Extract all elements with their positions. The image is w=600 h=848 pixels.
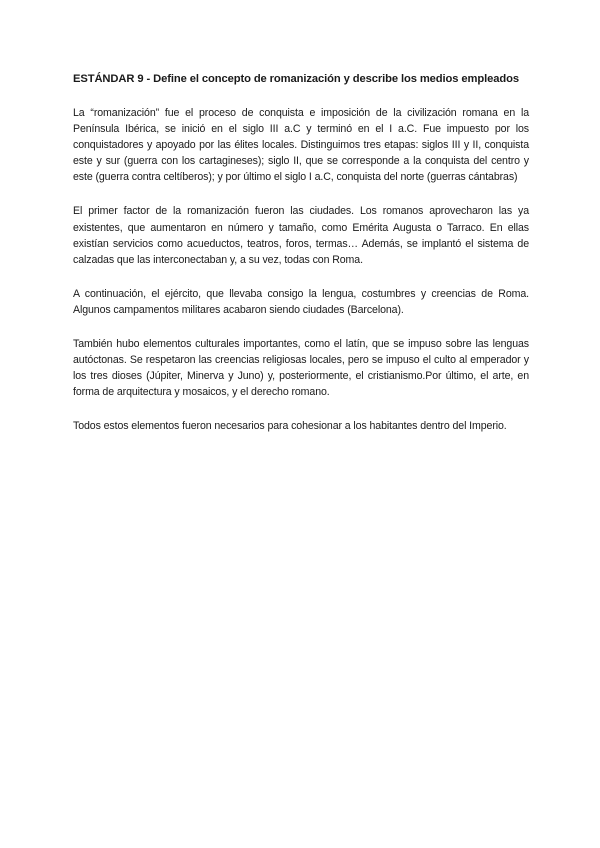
document-page [73,72,529,453]
paragraph-conclusion: Todos estos elementos fueron necesarios para cohesionar a los habitantes dentro del Imperio. [73,420,507,433]
paragraph-ejercito: A continuación, el ejército, que llevaba consigo la lengua, costumbres y creencias de Roma. Algunos campamentos militares acabaron siendo ciudades (Barcelona). [73,287,529,316]
document-title [73,72,529,87]
standard-label: ESTÁNDAR 9 - [73,73,154,85]
paragraph-ciudades: El primer factor de la romanización fueron las ciudades. Los romanos aprovecharon las ya existentes, que aumentaron en número y tamaño, como Emérita Augusta o Tarraco. En ellas existían servicios como acueductos, teatros, foros, termas… Además, se implantó el sistema de calzadas que las interconectaban y, a su vez, todas con Roma. [73,205,529,266]
paragraph-romanizacion: La “romanización” fue el proceso de conquista e imposición de la civilización romana en la Península Ibérica, se inició en el siglo III a.C y terminó en el I a.C. Fue impuesto por los conquistadores y apoyado por las élites locales. Distinguimos tres etapas: siglos III y II, conquista este y sur (guerra con los cartagineses); siglo II, que se corresponde a la conquista del centro y este (guerra contra celtíberos); y por último el siglo I a.C, conquista del norte (guerras cántabras) [73,107,529,184]
title-text: Define el concepto de romanización y describe los medios empleados [153,73,519,85]
paragraph-elementos-culturales: También hubo elementos culturales importantes, como el latín, que se impuso sobre las lenguas autóctonas. Se respetaron las creencias religiosas locales, pero se impuso el culto al emperador y los tres dioses (Júpiter, Minerva y Juno) y, posteriormente, el cristianismo.Por último, el arte, en forma de arquitectura y mosaicos, y el derecho romano. [73,338,529,399]
